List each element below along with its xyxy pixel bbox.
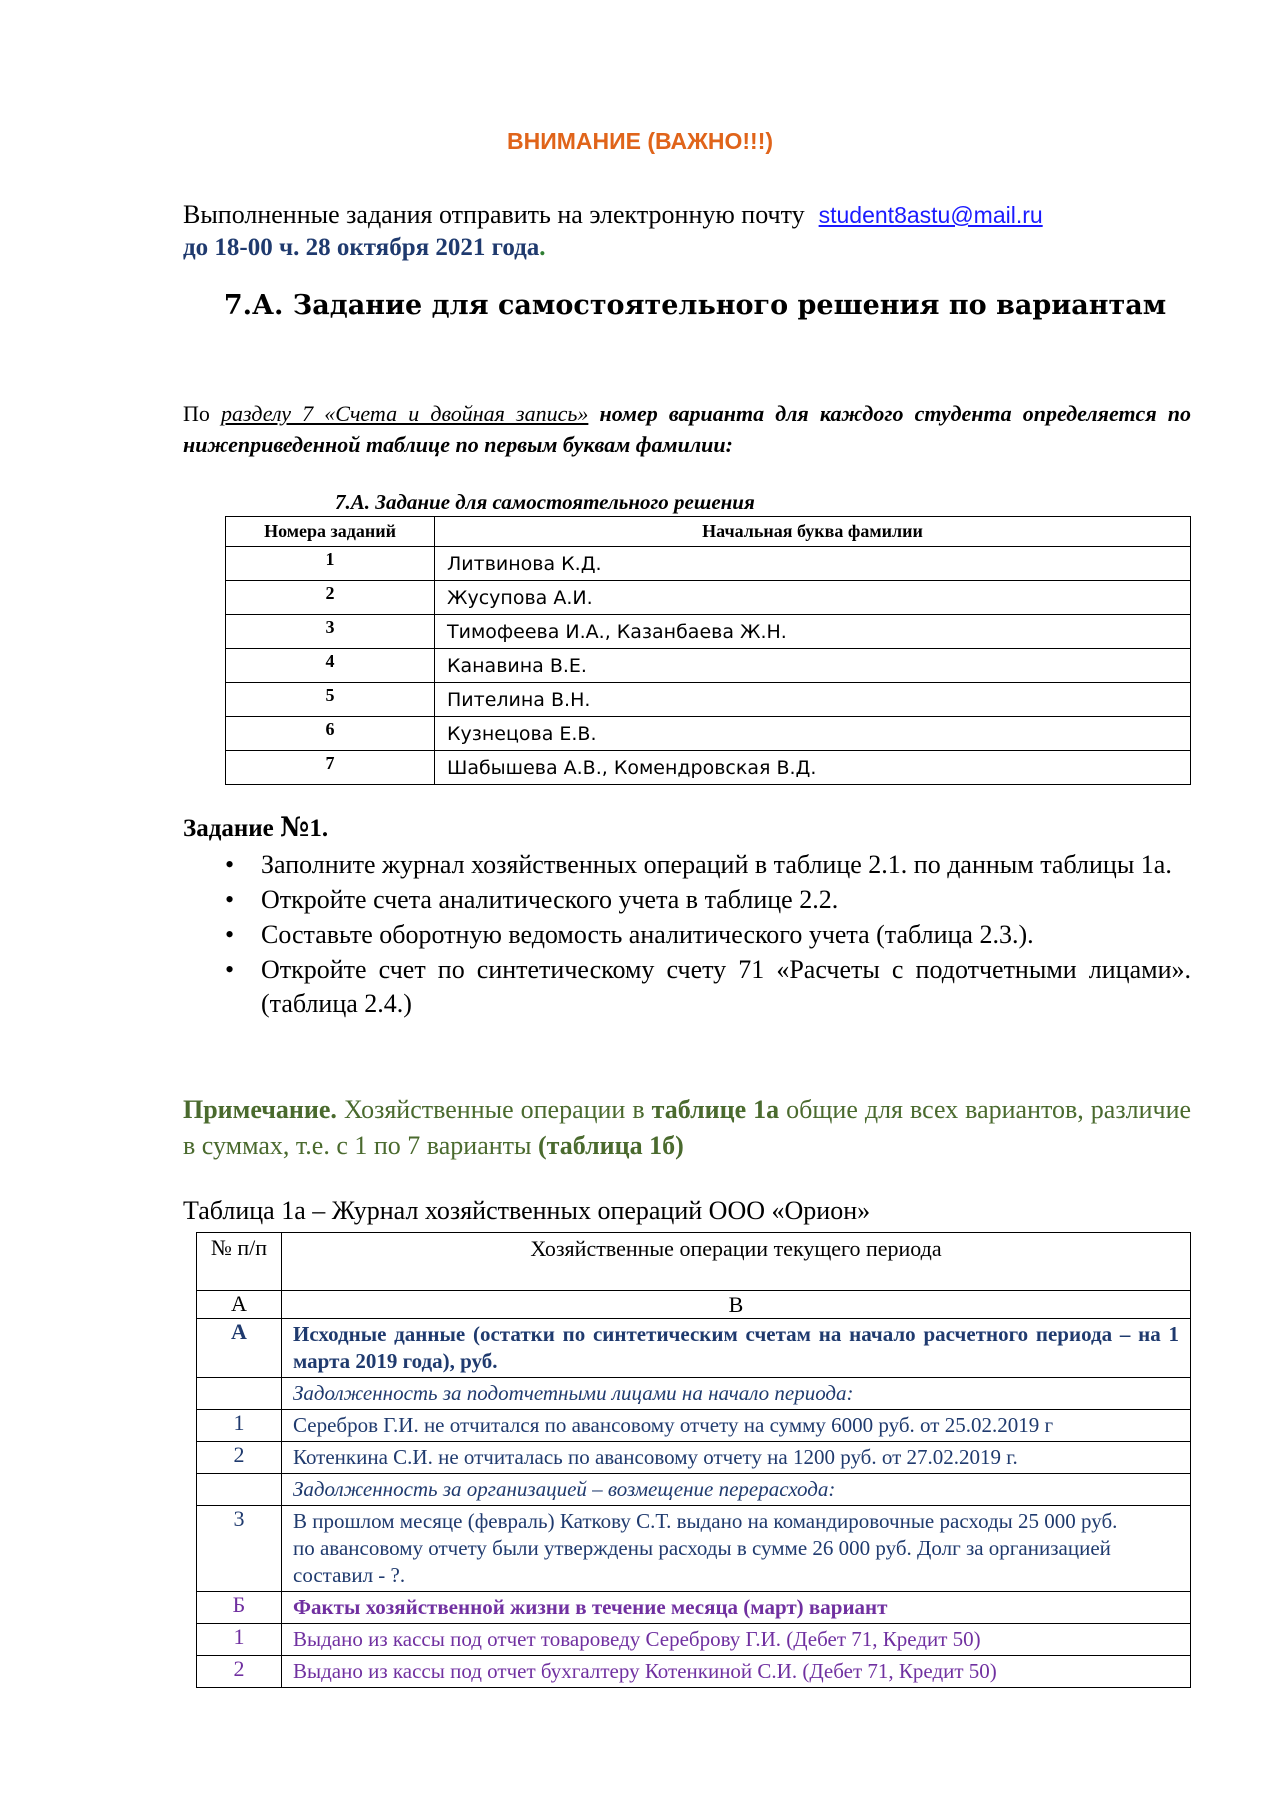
row-text: Исходные данные (остатки по синтетическим счетам на начало расчетного периода – на 1 марта 2019 года), руб. [282, 1319, 1191, 1378]
row-text: Выдано из кассы под отчет товароведу Сереброву Г.И. (Дебет 71, Кредит 50) [282, 1624, 1191, 1656]
variant-students: Канавина В.Е. [435, 649, 1191, 683]
variant-students: Тимофеева И.А., Казанбаева Ж.Н. [435, 615, 1191, 649]
deadline [183, 234, 546, 262]
table-subheader-row [197, 1291, 1191, 1319]
intro-part-3: номер варианта для каждого студента определяется по нижеприведенной таблице по первым буквам фамилии: [183, 401, 1192, 457]
row-number: Б [197, 1592, 282, 1624]
variant-number: 5 [226, 683, 435, 717]
note-text-1: Хозяйственные операции в [343, 1095, 645, 1124]
variant-number: 3 [226, 615, 435, 649]
deadline-text: до 18-00 ч. 28 октября 2021 года [183, 234, 540, 261]
variant-students: Кузнецова Е.В. [435, 717, 1191, 751]
row-number: 2 [197, 1656, 282, 1688]
note-paragraph [183, 1092, 1191, 1164]
table-row [226, 649, 1191, 683]
row-number: 1 [197, 1624, 282, 1656]
row-text: Задолженность за подотчетными лицами на начало периода: [282, 1378, 1191, 1410]
table-row [226, 581, 1191, 615]
row-number: 3 [197, 1506, 282, 1592]
column-header-number: Номера заданий [226, 517, 435, 547]
row-number: 2 [197, 1442, 282, 1474]
table-header-row [197, 1233, 1191, 1291]
variant-number: 6 [226, 717, 435, 751]
subheader-col-1: А [197, 1291, 282, 1319]
variant-students: Шабышева А.В., Комендровская В.Д. [435, 751, 1191, 785]
table-row [226, 615, 1191, 649]
table-row [197, 1506, 1191, 1592]
variants-table [225, 516, 1191, 785]
row-text: Задолженность за организацией – возмещение перерасхода: [282, 1474, 1191, 1506]
note-table-ref: таблице 1а [651, 1095, 780, 1124]
table-row [197, 1378, 1191, 1410]
table-row [197, 1624, 1191, 1656]
task-heading-word: Задание [183, 815, 274, 842]
send-text: Выполненные задания отправить на электронную почту [183, 200, 805, 229]
table-row [197, 1442, 1191, 1474]
journal-table [196, 1232, 1191, 1688]
journal-table-caption: Таблица 1а – Журнал хозяйственных операций ООО «Орион» [183, 1196, 871, 1225]
list-item: • Откройте счет по синтетическому счету 71 «Расчеты с подотчетными лицами». (таблица 2.4.) [183, 953, 1191, 1021]
row-number [197, 1378, 282, 1410]
variants-table-caption: 7.А. Задание для самостоятельного решения [335, 490, 755, 514]
note-text-3: общие для всех вариантов, различие в суммах, т.е. с 1 по 7 варианты [183, 1095, 1192, 1160]
row-text: В прошлом месяце (февраль) Каткову С.Т. выдано на командировочные расходы 25 000 руб. по авансовому отчету были утверждены расходы в сумме 26 000 руб. Долг за организацией составил - ?. [282, 1506, 1191, 1592]
table-row [197, 1592, 1191, 1624]
row-number [197, 1474, 282, 1506]
section-title: 7.А. Задание для самостоятельного решения по вариантам [223, 290, 1167, 321]
row-text: Котенкина С.И. не отчиталась по авансовому отчету на 1200 руб. от 27.02.2019 г. [282, 1442, 1191, 1474]
variant-number: 1 [226, 547, 435, 581]
intro-section-link: разделу 7 «Счета и двойная запись» [221, 401, 589, 426]
table-header-row [226, 517, 1191, 547]
table-row [197, 1474, 1191, 1506]
variant-number: 4 [226, 649, 435, 683]
send-instruction [183, 200, 1043, 230]
email-link[interactable]: student8astu@mail.ru [818, 202, 1043, 228]
attention-heading: ВНИМАНИЕ (ВАЖНО!!!) [506, 128, 774, 154]
table-row [226, 751, 1191, 785]
table-row [197, 1410, 1191, 1442]
column-header-name: Начальная буква фамилии [435, 517, 1191, 547]
list-item: • Откройте счета аналитического учета в таблице 2.2. [183, 883, 1191, 917]
row-number: 1 [197, 1410, 282, 1442]
intro-part-1: По [183, 401, 210, 426]
table-row [226, 683, 1191, 717]
number-sign: № [280, 812, 310, 843]
row-text: Выдано из кассы под отчет бухгалтеру Котенкиной С.И. (Дебет 71, Кредит 50) [282, 1656, 1191, 1688]
table-row [226, 717, 1191, 751]
deadline-dot: . [539, 234, 546, 261]
variant-students: Литвинова К.Д. [435, 547, 1191, 581]
list-item: • Составьте оборотную ведомость аналитического учета (таблица 2.3.). [183, 918, 1191, 952]
row-text: Серебров Г.И. не отчитался по авансовому отчету на сумму 6000 руб. от 25.02.2019 г [282, 1410, 1191, 1442]
variant-number: 2 [226, 581, 435, 615]
table-row [197, 1656, 1191, 1688]
note-table-ref-2: (таблица 1б) [537, 1131, 684, 1160]
list-item: • Заполните журнал хозяйственных операций в таблице 2.1. по данным таблицы 1а. [183, 848, 1191, 882]
variant-students: Пителина В.Н. [435, 683, 1191, 717]
column-header-operations: Хозяйственные операции текущего периода [282, 1233, 1191, 1291]
task-heading-number: 1. [309, 815, 329, 842]
subheader-col-2: В [282, 1291, 1191, 1319]
variant-students: Жусупова А.И. [435, 581, 1191, 615]
task-1-heading [183, 812, 328, 843]
column-header-number: № п/п [197, 1233, 282, 1291]
row-number: А [197, 1319, 282, 1378]
variant-number: 7 [226, 751, 435, 785]
table-row [197, 1319, 1191, 1378]
intro-paragraph [183, 398, 1191, 460]
note-label: Примечание. [183, 1095, 337, 1124]
row-text: Факты хозяйственной жизни в течение месяца (март) вариант [282, 1592, 1191, 1624]
task-1-list [183, 848, 1191, 1022]
table-row [226, 547, 1191, 581]
